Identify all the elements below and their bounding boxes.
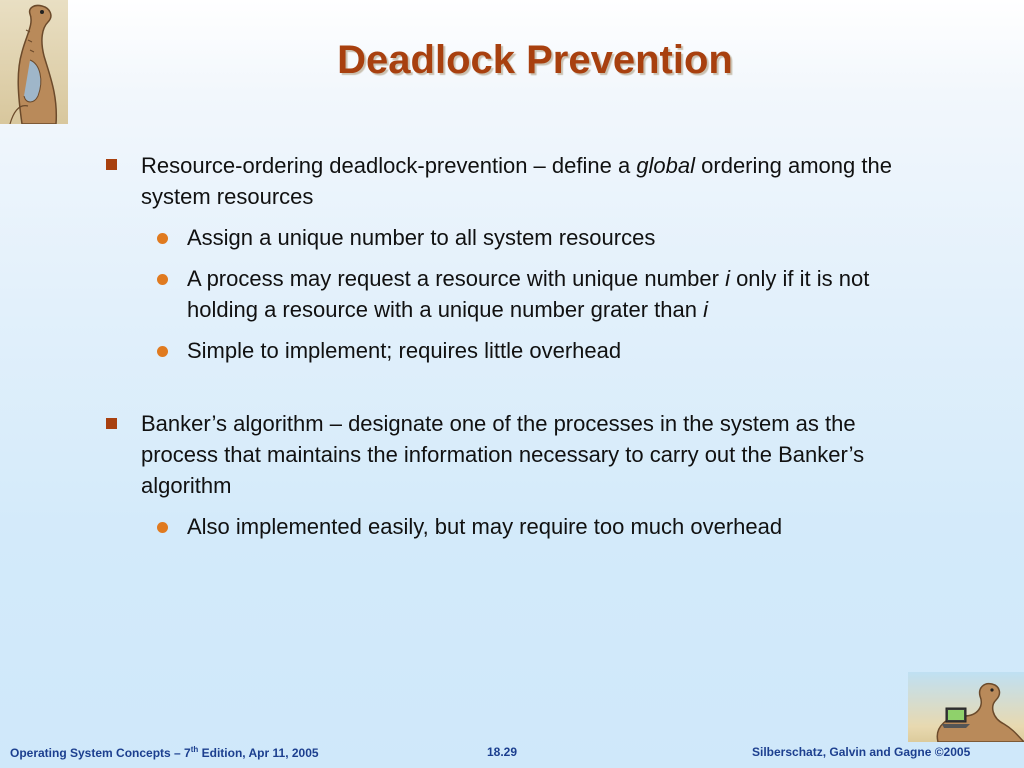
bullet-bankers-algorithm: Banker’s algorithm – designate one of the processes in the system as the process that maintains the information necessary to carry out the Banker’s algorithm bbox=[141, 411, 865, 498]
square-bullet-icon bbox=[106, 418, 117, 429]
footer-authors: Silberschatz, Galvin and Gagne ©2005 bbox=[752, 745, 971, 759]
sub-bullet-overhead: Also implemented easily, but may require too much overhead bbox=[187, 514, 783, 539]
round-bullet-icon bbox=[157, 274, 168, 285]
sub-bullet-simple: Simple to implement; requires little overhead bbox=[187, 338, 622, 363]
page-number: 18.29 bbox=[487, 745, 518, 759]
round-bullet-icon bbox=[157, 346, 168, 357]
slide-title: Deadlock Prevention bbox=[337, 38, 733, 82]
footer-book-title: Operating System Concepts – 7th Edition, Apr 11, 2005 bbox=[10, 745, 319, 760]
round-bullet-icon bbox=[157, 233, 168, 244]
sub-bullet-request-rule: A process may request a resource with unique number i only if it is not holding a resource with a unique number grater than i bbox=[187, 266, 870, 322]
round-bullet-icon bbox=[157, 522, 168, 533]
dinosaur-logo-icon bbox=[0, 0, 68, 124]
sub-bullet-assign-number: Assign a unique number to all system resources bbox=[187, 225, 656, 250]
square-bullet-icon bbox=[106, 159, 117, 170]
bullet-resource-ordering: Resource-ordering deadlock-prevention – define a global ordering among the system resources bbox=[141, 153, 892, 209]
dinosaur-laptop-icon bbox=[908, 672, 1024, 742]
